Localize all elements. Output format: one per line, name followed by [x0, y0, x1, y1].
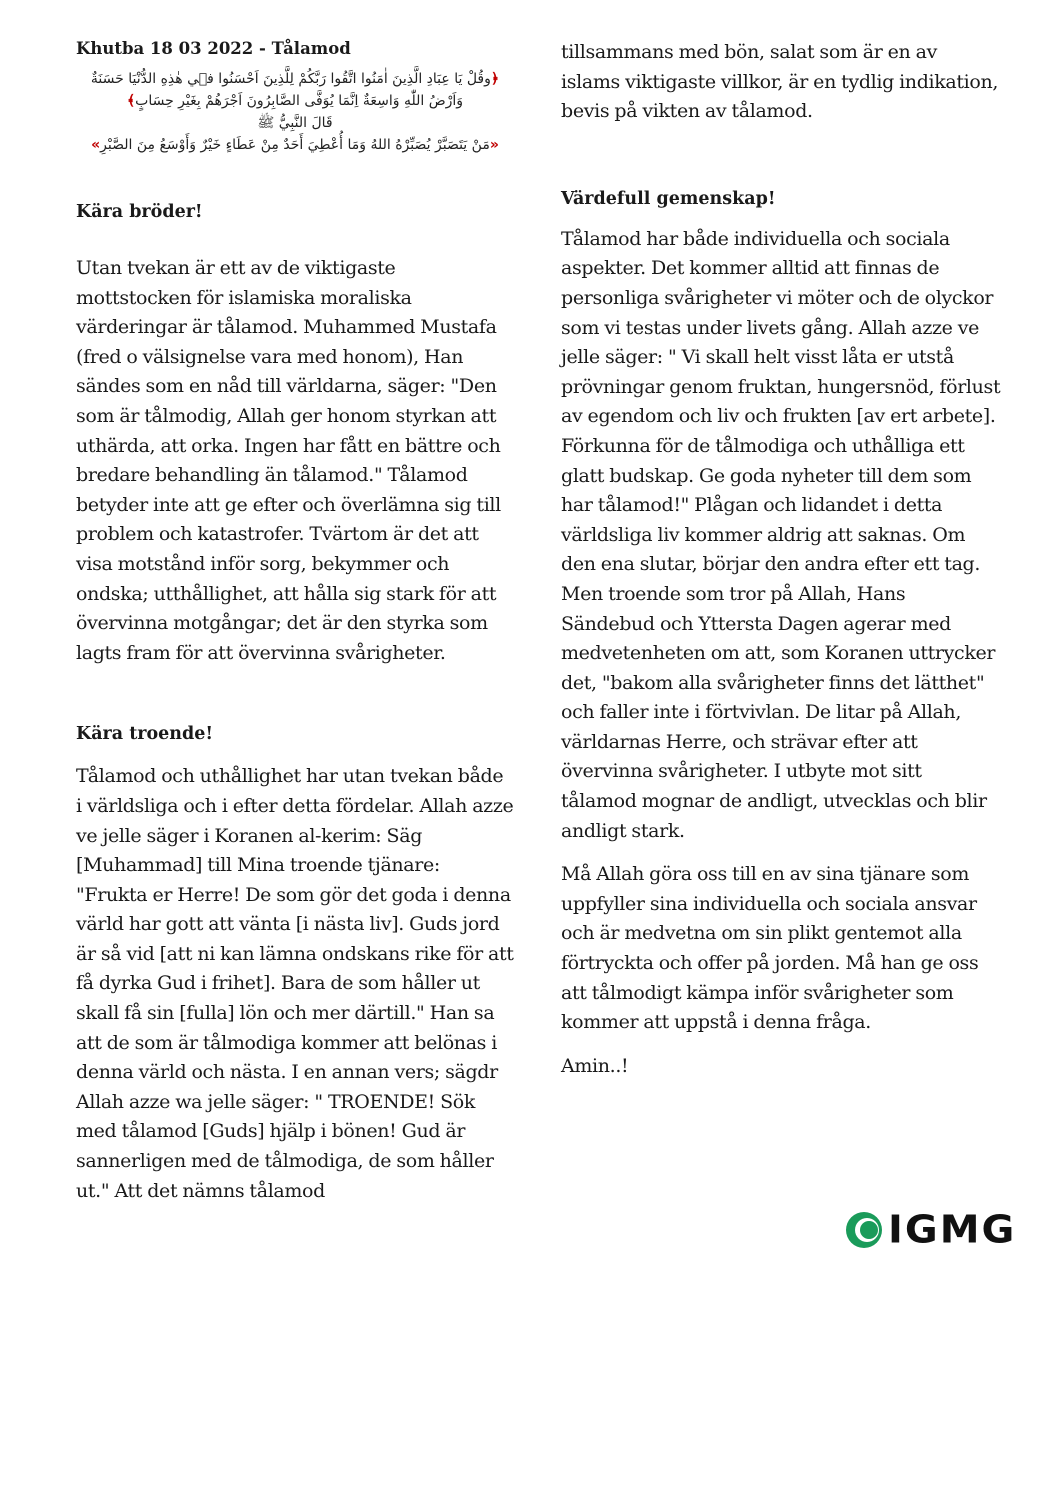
document-title: Khutba 18 03 2022 - Tålamod [76, 39, 351, 58]
paragraph-4: Må Allah göra oss till en av sina tjänare som uppfyller sina individuella och sociala ansvar och är medvetna om sin plikt gentemot alla förtryckta och offer på jorden. Må han ge oss att tålmodigt kämpa inför svårigheter som kommer att uppstå i denna fråga. [561, 863, 979, 1034]
paragraph-continued: tillsammans med bön, salat som är en av islams viktigaste villkor, är en tydlig indikation, bevis på vikten av tålamod. [561, 41, 999, 123]
heading-kara-broder: Kära bröder! [76, 202, 203, 222]
verse-open-bracket: ﴿ [490, 71, 500, 87]
paragraph-1: Utan tvekan är ett av de viktigaste mottstocken för islamiska moraliska värderingar är tålamod. Muhammed Mustafa (fred o välsignelse vara med honom), Han sändes som en nåd till världarna, säger: "Den som är tålmodig, Allah ger honom styrkan att uthärda, att orka. Ingen har fått en bättre och bredare behandling än tålamod." Tålamod betyder inte att ge efter och överlämna sig till problem och katastrofer. Tvärtom är det att visa motstånd inför sorg, bekymmer och ondska; utthållighet, att hålla sig stark för att övervinna motgångar; det är den styrka som lagts fram för att övervinna svårigheter. [76, 257, 501, 664]
paragraph-3: Tålamod har både individuella och sociala aspekter. Det kommer alltid att finnas de personliga svårigheter vi möter och de olyckor som vi testas under livets gång. Allah azze ve jelle säger: " Vi skall helt visst låta er utstå prövningar genom fruktan, hungersnöd, förlust av egendom och liv och frukten [av ert arbete]. Förkunna för de tålmodiga och uthålliga ett glatt budskap. Ge goda nyheter till dem som har tålamod!" Plågan och lidandet i detta världsliga liv kommer aldrig att saknas. Om den ena slutar, börjar den andra efter ett tag. Men troende som tror på Allah, Hans Sändebud och Yttersta Dagen agerar med medvetenheten om att, som Koranen uttrycker det, "bakom alla svårigheter finns det lätthet" och faller inte i förtvivlan. De litar på Allah, världarnas Herre, och strävar efter att övervinna svårigheter. I utbyte mot sitt tålamod mognar de andligt, utvecklas och blir andligt stark. [561, 227, 1001, 842]
prophet-said: قَالَ النَّبِيُّ ﷺ [257, 115, 333, 131]
logo-text: IGMG [888, 1208, 1017, 1252]
verse-text: وقُلْ يَا عِبَادِ الَّذِينَ اٰمَنُوا اتَّقُوا رَبَّكُمْ لِلَّذِينَ اَحْسَنُوا ف۪ي هٰذِهِ الدُّنْيَا حَسَنَةٌ وَاَرْضُ اللّٰهِ وَاسِعَةٌ اِنَّمَا يُوَفَّى الصَّابِرُونَ اَجْرَهُمْ بِغَيْرِ حِسَابٍ [90, 71, 491, 109]
paragraph-2: Tålamod och uthållighet har utan tvekan både i världsliga och i efter detta fördelar. Allah azze ve jelle säger i Koranen al-kerim: Säg [Muhammad] till Mina troende tjänare: "Frukta er Herre! De som gör det goda i denna värld har gott att vänta [i nästa liv]. Guds jord är så vid [att ni kan lämna ondskans rike för att få dyrka Gud i frihet]. Bara de som håller ut skall få sin [fulla] lön och mer därtill." Han sa att de som är tålmodiga kommer att belönas i denna värld och nästa. I en annan vers; sägdr Allah azze wa jelle säger: " TROENDE! Sök med tålamod [Guds] hjälp i bönen! Gud är sannerligen med de tålmodiga, de som håller ut." Att det nämns tålamod [76, 765, 514, 1202]
heading-kara-troende: Kära troende! [76, 724, 214, 745]
hadith [76, 134, 514, 156]
right-column [561, 38, 1001, 1081]
quran-verse [76, 68, 514, 112]
hadith-close-quote: » [91, 137, 101, 153]
hadith-text: مَنْ يَتَصَبَّرْ يُصَبِّرْهُ اللهُ وَمَا أُعْطِيَ أَحَدٌ مِنْ عَطَاءٍ خَيْرٌ وَأَوْسَعُ مِنَ الصَّبْرِ [100, 137, 490, 153]
igmg-logo [846, 1210, 1028, 1250]
igmg-logo-icon [846, 1212, 882, 1248]
heading-vardefull-gemenskap: Värdefull gemenskap! [561, 188, 776, 209]
left-column [76, 38, 514, 1206]
closing-amin: Amin..! [561, 1054, 629, 1077]
hadith-open-quote: « [489, 137, 499, 153]
verse-close-bracket: ﴾ [126, 93, 136, 109]
